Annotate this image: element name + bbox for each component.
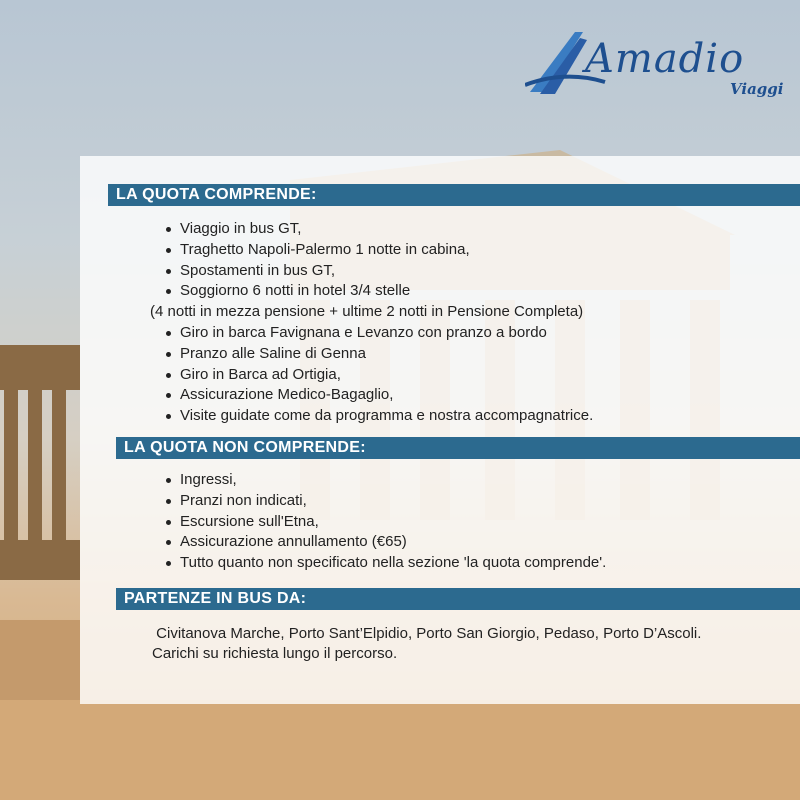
section-header-partenze: PARTENZE IN BUS DA: [116,588,800,610]
list-item: Soggiorno 6 notti in hotel 3/4 stelle [164,281,593,302]
list-item: Visite guidate come da programma e nostra accompagnatrice. [164,406,593,427]
list-item: Pranzi non indicati, [164,491,606,512]
list-item: Ingressi, [164,470,606,491]
list-item: Giro in Barca ad Ortigia, [164,365,593,386]
amadio-viaggi-logo [525,30,785,100]
departures-note: Carichi su richiesta lungo il percorso. [152,645,398,662]
departures-text [152,624,701,664]
list-note: (4 notti in mezza pensione + ultime 2 notti in Pensione Completa) [150,303,584,321]
list-item: Tutto quanto non specificato nella sezione 'la quota comprende'. [164,553,606,574]
comprende-list [150,219,594,427]
list-item: Giro in barca Favignana e Levanzo con pranzo a bordo [164,323,593,344]
section-header-non-comprende: LA QUOTA NON COMPRENDE: [116,437,800,459]
logo-wordmark: Amadio [585,36,745,82]
list-item: Viaggio in bus GT, [164,219,593,240]
list-item: Assicurazione annullamento (€65) [164,532,606,553]
section-header-comprende: LA QUOTA COMPRENDE: [108,184,800,206]
footer-fine-print [300,728,500,768]
list-item: Traghetto Napoli-Palermo 1 notte in cabina, [164,240,593,261]
logo-subtitle: Viaggi [730,80,784,98]
list-item: Pranzo alle Saline di Genna [164,344,593,365]
list-item: Escursione sull'Etna, [164,512,606,533]
list-item: Spostamenti in bus GT, [164,261,593,282]
non-comprende-list [164,470,606,574]
departures-cities: Civitanova Marche, Porto Sant’Elpidio, Porto San Giorgio, Pedaso, Porto D’Ascoli. [152,625,702,642]
list-item: Assicurazione Medico-Bagaglio, [164,385,593,406]
